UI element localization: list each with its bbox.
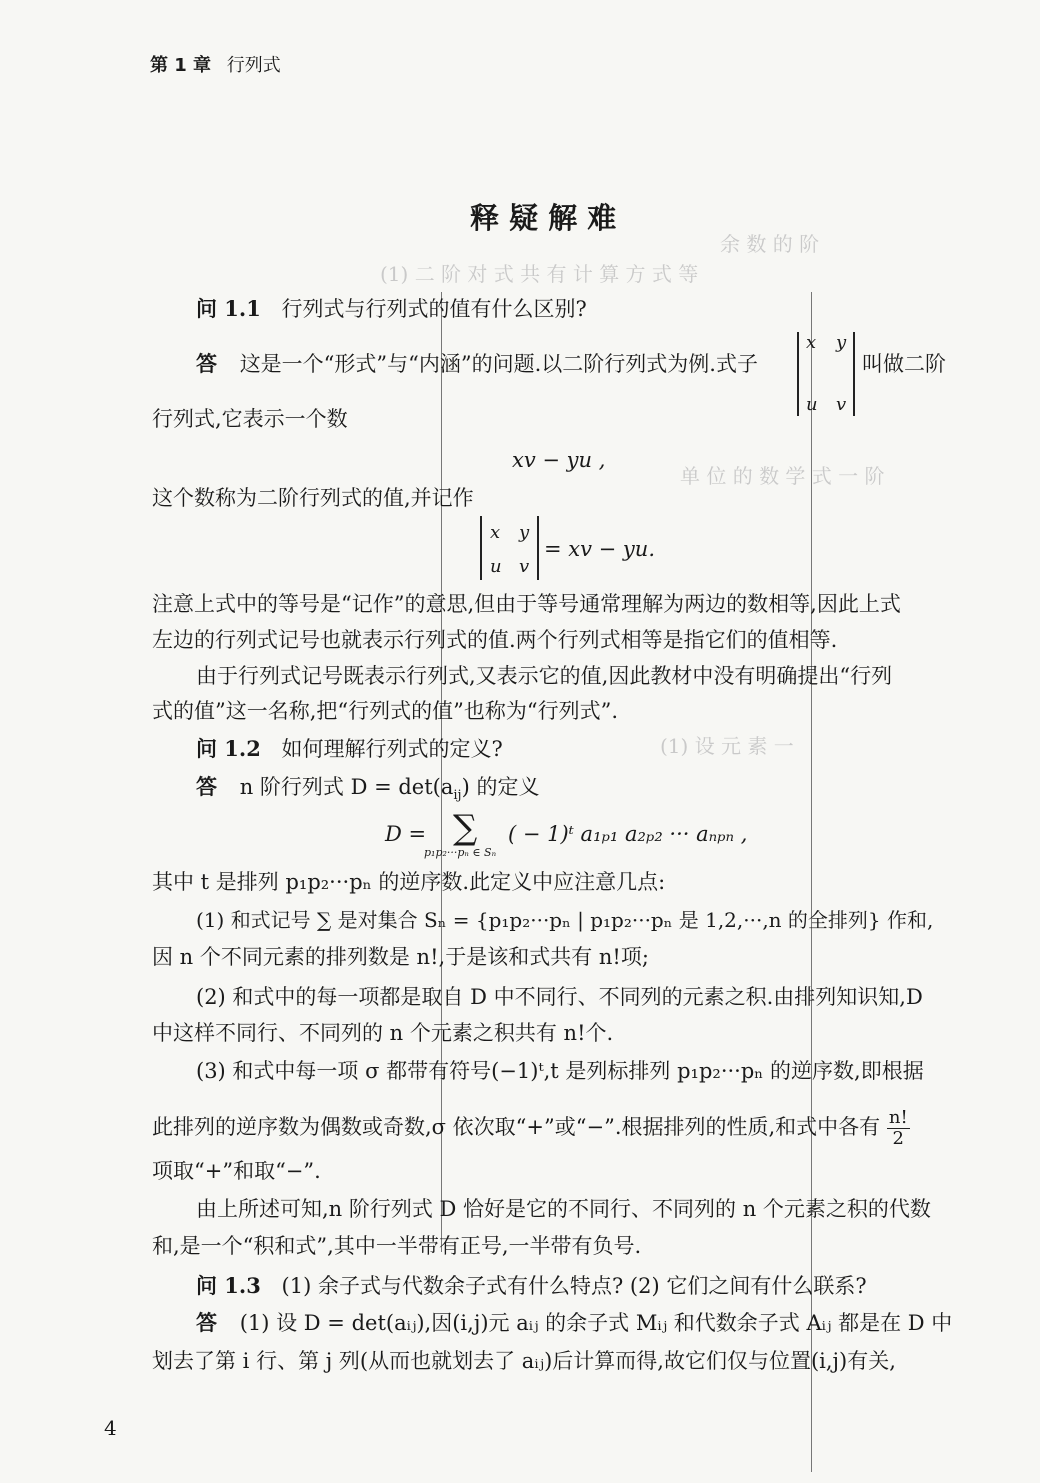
summation-index: p₁p₂···pₙ ∈ Sₙ — [424, 846, 497, 859]
chapter-number: 第 1 章 — [150, 55, 212, 76]
summary-line1: 由上所述可知,n 阶行列式 D 恰好是它的不同行、不同列的 n 个元素之积的代数 — [196, 1197, 931, 1221]
answer-subscript: ij — [453, 788, 462, 804]
question-label: 问 1.3 — [196, 1273, 261, 1298]
matrix-cell: y — [836, 332, 847, 353]
point-3-line3: 项取“+”和取“−”. — [152, 1159, 321, 1183]
answer-1-2-line1 — [196, 773, 539, 810]
matrix-cell: u — [806, 394, 818, 415]
point-3-line2 — [152, 1108, 910, 1149]
matrix-bar-left — [797, 332, 799, 416]
answer-1-1-line1 — [196, 350, 758, 378]
answer-1-1-line2: 行列式,它表示一个数 — [152, 407, 348, 431]
equation-xv-yu: xv − yu , — [512, 448, 606, 472]
det-cell: u — [490, 556, 502, 577]
det-rhs: = xv − yu. — [544, 537, 655, 561]
bleed-through-text: 余 数 的 阶 — [720, 232, 820, 256]
question-1-2 — [196, 735, 503, 763]
answer-text: n 阶行列式 D = det(a — [239, 775, 454, 799]
answer-tail: 叫做二阶 — [862, 352, 946, 376]
question-text: (1) 余子式与代数余子式有什么特点? (2) 它们之间有什么联系? — [281, 1274, 867, 1298]
det-cell: y — [519, 522, 530, 543]
point-2-line1: (2) 和式中的每一项都是取自 D 中不同行、不同列的元素之积.由排列知识知,D — [196, 985, 923, 1009]
det-cell: x — [490, 522, 501, 543]
point-2-line2: 中这样不同行、不同列的 n 个元素之积共有 n!个. — [152, 1021, 614, 1045]
question-text: 如何理解行列式的定义? — [281, 737, 503, 761]
matrix-bar-right — [853, 332, 855, 416]
paragraph-line: 由于行列式记号既表示行列式,又表示它的值,因此教材中没有明确提出“行列 — [196, 664, 893, 688]
answer-tail: ) 的定义 — [461, 775, 540, 799]
fraction-denominator: 2 — [892, 1128, 904, 1149]
paragraph-line: 左边的行列式记号也就表示行列式的值.两个行列式相等是指它们的值相等. — [152, 628, 838, 652]
chapter-title: 行列式 — [226, 55, 281, 76]
running-header — [150, 52, 281, 80]
paragraph-line: 注意上式中的等号是“记作”的意思,但由于等号通常理解为两边的数相等,因此上式 — [152, 592, 901, 616]
section-title: 释 疑 解 难 — [470, 201, 617, 235]
summation-sign: ∑ — [453, 808, 478, 848]
point-3-line1: (3) 和式中每一项 σ 都带有符号(−1)ᵗ,t 是列标排列 p₁p₂···pₙ 的逆序数,即根据 — [196, 1059, 924, 1083]
bleed-through-text: 单 位 的 数 学 式 一 阶 — [680, 464, 885, 488]
question-text: 行列式与行列式的值有什么区别? — [281, 297, 587, 321]
answer-1-1-line3: 这个数称为二阶行列式的值,并记作 — [152, 486, 474, 510]
formula-body: ( − 1)ᵗ a₁ₚ₁ a₂ₚ₂ ··· aₙₚₙ , — [508, 822, 748, 846]
paragraph-line: 其中 t 是排列 p₁p₂···pₙ 的逆序数.此定义中应注意几点: — [152, 870, 666, 894]
det-cell: v — [519, 556, 530, 577]
page-number: 4 — [104, 1416, 117, 1440]
question-1-3 — [196, 1272, 867, 1300]
answer-1-3-line2: 划去了第 i 行、第 j 列(从而也就划去了 aᵢⱼ)后计算而得,故它们仅与位置(i,j)有关, — [152, 1349, 896, 1373]
formula-lhs: D = — [385, 822, 427, 846]
question-label: 问 1.2 — [196, 736, 261, 761]
summary-line2: 和,是一个“积和式”,其中一半带有正号,一半带有负号. — [152, 1234, 642, 1258]
paragraph-line: 式的值”这一名称,把“行列式的值”也称为“行列式”. — [152, 699, 619, 723]
question-label: 问 1.1 — [196, 296, 261, 321]
answer-1-3-line1 — [196, 1309, 952, 1337]
answer-label: 答 — [196, 1310, 217, 1335]
bleed-through-text: (1) 设 元 素 一 — [660, 734, 794, 758]
det-bar-right — [537, 516, 539, 580]
answer-text: 这是一个“形式”与“内涵”的问题.以二阶行列式为例.式子 — [239, 352, 758, 376]
det-bar-left — [480, 516, 482, 580]
answer-label: 答 — [196, 351, 217, 376]
matrix-cell: v — [836, 394, 847, 415]
point-3-text: 此排列的逆序数为偶数或奇数,σ 依次取“+”或“−”.根据排列的性质,和式中各有 — [152, 1115, 881, 1139]
point-1-line2: 因 n 个不同元素的排列数是 n!,于是该和式共有 n!项; — [152, 945, 649, 969]
fraction-numerator: n! — [888, 1107, 908, 1128]
matrix-cell: x — [806, 332, 817, 353]
answer-text: (1) 设 D = det(aᵢⱼ),因(i,j)元 aᵢⱼ 的余子式 Mᵢⱼ 和代数余子式 Aᵢⱼ 都是在 D 中 — [239, 1311, 953, 1335]
question-1-1 — [196, 295, 587, 323]
fraction-n-factorial-over-2 — [887, 1108, 910, 1149]
point-1-line1: (1) 和式记号 ∑ 是对集合 Sₙ = {p₁p₂···pₙ | p₁p₂···pₙ 是 1,2,···,n 的全排列} 作和, — [196, 908, 934, 932]
answer-label: 答 — [196, 774, 217, 799]
bleed-through-text: (1) 二 阶 对 式 共 有 计 算 方 式 等 — [380, 262, 699, 286]
